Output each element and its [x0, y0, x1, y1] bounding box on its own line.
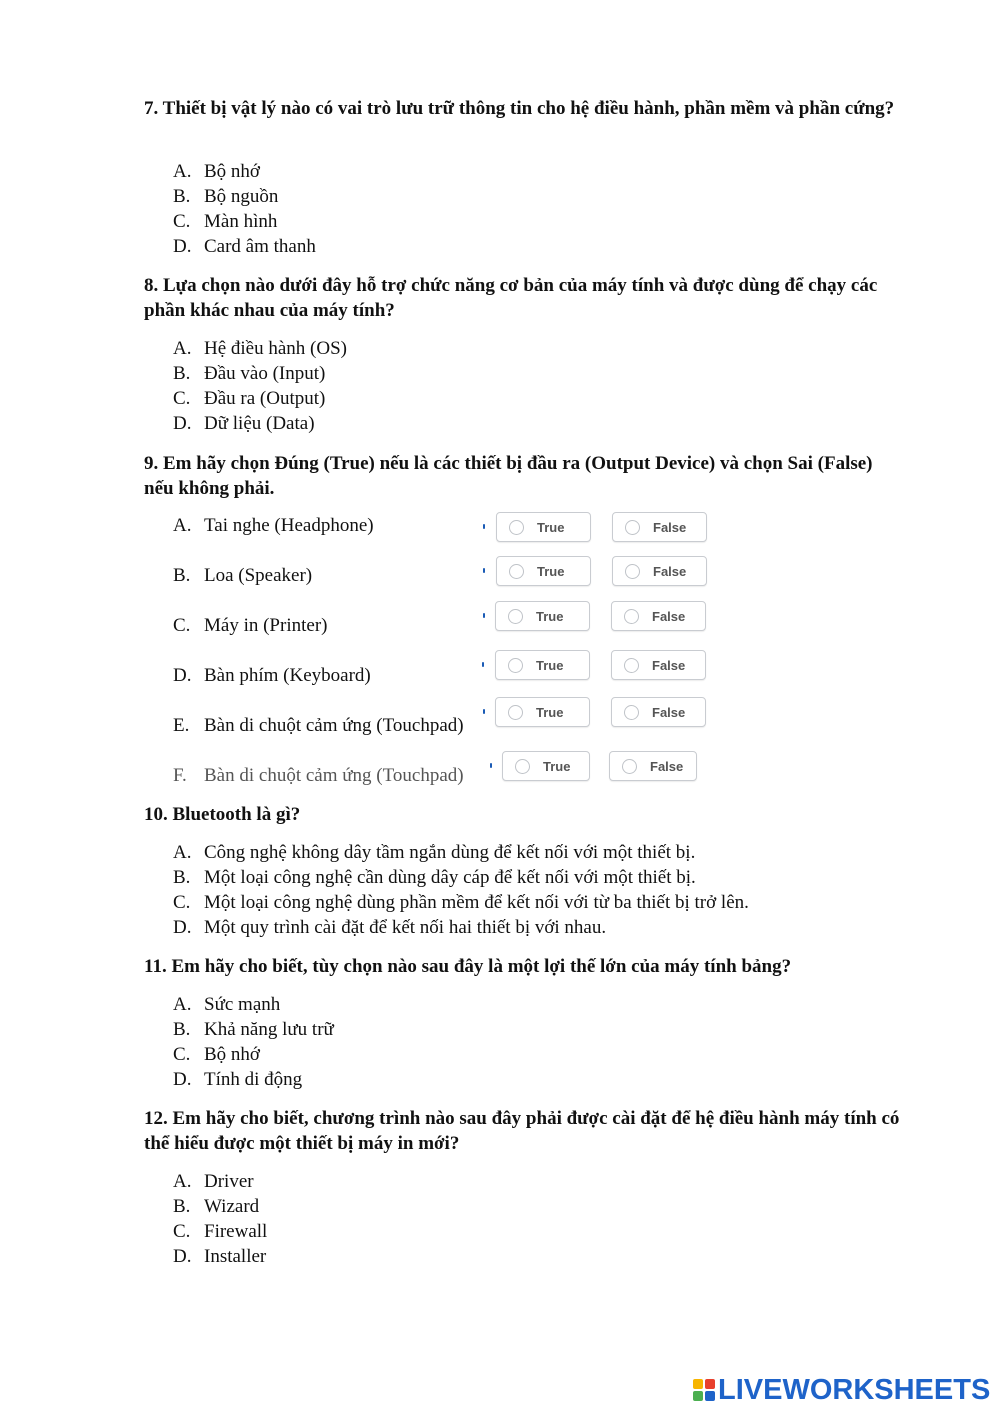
q12-option-a: A. Driver	[173, 1171, 254, 1192]
radio-icon	[508, 658, 523, 673]
q9-a-false-button[interactable]: False	[612, 512, 707, 542]
question-8-title: 8. Lựa chọn nào dưới đây hỗ trợ chức năng cơ bản của máy tính và được dùng để chạy các phần khác nhau của máy tính?	[144, 275, 878, 321]
q9-a-marker	[483, 524, 485, 529]
radio-icon	[624, 609, 639, 624]
q12-option-d: D. Installer	[173, 1246, 267, 1267]
q11-option-d: D. Tính di động	[173, 1069, 303, 1090]
q10-option-a: A. Công nghệ không dây tầm ngắn dùng để kết nối với một thiết bị.	[173, 842, 696, 863]
radio-icon	[622, 759, 637, 774]
q8-option-b: B. Đầu vào (Input)	[173, 363, 326, 384]
q7-option-b: B. Bộ nguồn	[173, 186, 279, 207]
q9-c-marker	[483, 613, 485, 618]
logo-text: LIVEWORKSHEETS	[718, 1373, 991, 1406]
q9-a-true-button[interactable]: True	[496, 512, 591, 542]
q9-e-false-button[interactable]: False	[611, 697, 706, 727]
question-11-title: 11. Em hãy cho biết, tùy chọn nào sau đây là một lợi thế lớn của máy tính bảng?	[144, 956, 792, 977]
question-9-title: 9. Em hãy chọn Đúng (True) nếu là các thiết bị đầu ra (Output Device) và chọn Sai (False) nếu không phải.	[144, 453, 873, 499]
q12-option-b: B. Wizard	[173, 1196, 260, 1217]
radio-icon	[508, 705, 523, 720]
q11-option-c: C. Bộ nhớ	[173, 1044, 260, 1065]
q9-option-e: E. Bàn di chuột cảm ứng (Touchpad)	[173, 715, 464, 736]
question-10-title: 10. Bluetooth là gì?	[144, 804, 301, 825]
q7-option-d: D. Card âm thanh	[173, 236, 316, 257]
q8-option-d: D. Dữ liệu (Data)	[173, 413, 315, 434]
q7-option-c: C. Màn hình	[173, 211, 278, 232]
radio-icon	[508, 609, 523, 624]
q8-option-c: C. Đầu ra (Output)	[173, 388, 326, 409]
q12-option-c: C. Firewall	[173, 1221, 268, 1242]
q9-option-a: A. Tai nghe (Headphone)	[173, 515, 374, 536]
radio-icon	[509, 564, 524, 579]
q11-option-b: B. Khả năng lưu trữ	[173, 1019, 334, 1040]
q9-b-marker	[483, 568, 485, 573]
q9-option-c: C. Máy in (Printer)	[173, 615, 328, 636]
q9-b-false-button[interactable]: False	[612, 556, 707, 586]
q9-d-marker	[482, 662, 484, 667]
q9-option-b: B. Loa (Speaker)	[173, 565, 313, 586]
liveworksheets-logo	[693, 1375, 990, 1405]
q9-f-marker	[490, 763, 492, 768]
logo-blocks-icon	[693, 1379, 715, 1401]
q9-e-marker	[483, 709, 485, 714]
q11-option-a: A. Sức mạnh	[173, 994, 281, 1015]
q9-option-d: D. Bàn phím (Keyboard)	[173, 665, 371, 686]
radio-icon	[625, 520, 640, 535]
radio-icon	[515, 759, 530, 774]
q9-d-false-button[interactable]: False	[611, 650, 706, 680]
q9-d-true-button[interactable]: True	[495, 650, 590, 680]
q9-f-true-button[interactable]: True	[502, 751, 590, 781]
q9-option-f: F. Bàn di chuột cảm ứng (Touchpad)	[173, 765, 464, 786]
q10-option-b: B. Một loại công nghệ cần dùng dây cáp để kết nối với một thiết bị.	[173, 867, 696, 888]
q10-option-d: D. Một quy trình cài đặt để kết nối hai thiết bị với nhau.	[173, 917, 607, 938]
radio-icon	[624, 705, 639, 720]
radio-icon	[509, 520, 524, 535]
q9-b-true-button[interactable]: True	[496, 556, 591, 586]
q9-e-true-button[interactable]: True	[495, 697, 590, 727]
q9-c-false-button[interactable]: False	[611, 601, 706, 631]
radio-icon	[625, 564, 640, 579]
q8-option-a: A. Hệ điều hành (OS)	[173, 338, 347, 359]
q10-option-c: C. Một loại công nghệ dùng phần mềm để kết nối với từ ba thiết bị trở lên.	[173, 892, 749, 913]
q9-f-false-button[interactable]: False	[609, 751, 697, 781]
radio-icon	[624, 658, 639, 673]
q7-option-a: A. Bộ nhớ	[173, 161, 260, 182]
question-7-title: 7. Thiết bị vật lý nào có vai trò lưu trữ thông tin cho hệ điều hành, phần mềm và phần cứng?	[144, 98, 895, 119]
q9-c-true-button[interactable]: True	[495, 601, 590, 631]
question-12-title: 12. Em hãy cho biết, chương trình nào sau đây phải được cài đặt để hệ điều hành máy tính có thể hiểu được một thiết bị máy in mới?	[144, 1108, 900, 1154]
